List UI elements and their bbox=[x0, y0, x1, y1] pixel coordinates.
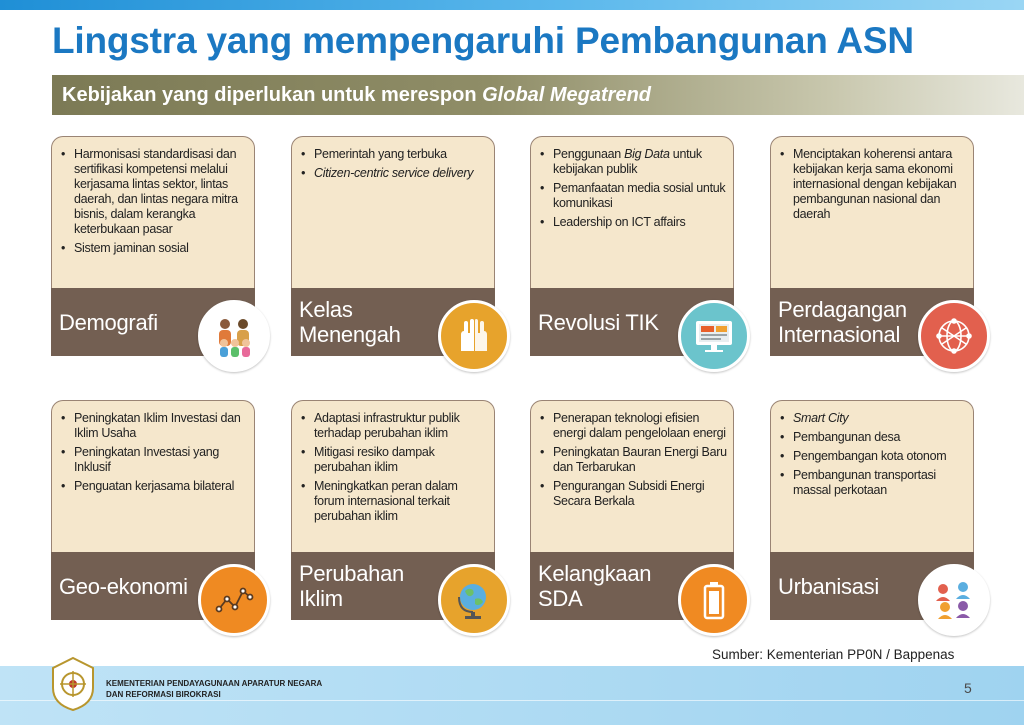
monitor-icon bbox=[678, 300, 750, 372]
people-group-icon bbox=[918, 564, 990, 636]
card-label: Perdagangan Internasional bbox=[778, 297, 907, 347]
item-text: Leadership on ICT affairs bbox=[553, 215, 686, 229]
list-item bbox=[537, 147, 727, 177]
card-label: Revolusi TIK bbox=[538, 309, 659, 335]
list-item: • Meningkatkan peran dalam forum internasional terkait perubahan iklim bbox=[298, 479, 488, 524]
item-emphasis: Citizen-centric service delivery bbox=[314, 166, 474, 180]
policy-list bbox=[777, 147, 967, 222]
card-body bbox=[530, 400, 734, 552]
list-item bbox=[777, 411, 967, 426]
list-item: • Penguatan kerjasama bilateral bbox=[58, 479, 248, 494]
subtitle-text: Kebijakan yang diperlukan untuk merespon bbox=[62, 84, 483, 106]
ministry-line-2: DAN REFORMASI BIROKRASI bbox=[106, 690, 221, 699]
item-text: Penggunaan bbox=[553, 147, 625, 161]
page-number: 5 bbox=[964, 680, 972, 696]
card-label: Kelangkaan SDA bbox=[538, 561, 652, 611]
item-emphasis: Big Data bbox=[624, 147, 670, 161]
item-text: Pemerintah yang terbuka bbox=[314, 147, 447, 161]
list-item: • Adaptasi infrastruktur publik terhadap perubahan iklim bbox=[298, 411, 488, 441]
line-chart-icon bbox=[198, 564, 270, 636]
item-emphasis: Smart City bbox=[793, 411, 849, 425]
list-item: • Mitigasi resiko dampak perubahan iklim bbox=[298, 445, 488, 475]
list-item: • Peningkatan Investasi yang Inklusif bbox=[58, 445, 248, 475]
list-item bbox=[298, 166, 488, 181]
policy-list bbox=[58, 411, 248, 494]
globe-icon bbox=[438, 564, 510, 636]
policy-list bbox=[298, 411, 488, 524]
raised-hands-icon bbox=[438, 300, 510, 372]
list-item bbox=[777, 468, 967, 498]
card-label: Geo-ekonomi bbox=[59, 573, 188, 599]
list-item: • Pengurangan Subsidi Energi Secara Berkala bbox=[537, 479, 727, 509]
card-body bbox=[770, 400, 974, 552]
card-label: Kelas Menengah bbox=[299, 297, 401, 347]
policy-list bbox=[537, 147, 727, 230]
card-label: Urbanisasi bbox=[778, 573, 879, 599]
card-body bbox=[291, 136, 495, 288]
list-item bbox=[298, 147, 488, 162]
list-item bbox=[537, 215, 727, 230]
card-body bbox=[530, 136, 734, 288]
source-note: Sumber: Kementerian PP0N / Bappenas bbox=[712, 647, 955, 662]
list-item: • Sistem jaminan sosial bbox=[58, 241, 248, 256]
card-label: Demografi bbox=[59, 309, 158, 335]
list-item: • Menciptakan koherensi antara kebijakan kerja sama ekonomi internasional dengan kebijakan pembangunan nasional dan daerah bbox=[777, 147, 967, 222]
footer-divider bbox=[0, 700, 1024, 701]
top-accent-bar bbox=[0, 0, 1024, 10]
ministry-name bbox=[106, 678, 322, 700]
card-body bbox=[51, 400, 255, 552]
list-item: • Peningkatan Iklim Investasi dan Iklim Usaha bbox=[58, 411, 248, 441]
ministry-line-1: KEMENTERIAN PENDAYAGUNAAN APARATUR NEGARA bbox=[106, 679, 323, 688]
card-body bbox=[770, 136, 974, 288]
policy-list bbox=[298, 147, 488, 181]
card-label: Perubahan Iklim bbox=[299, 561, 404, 611]
family-icon bbox=[198, 300, 270, 372]
item-text: Pemanfaatan media sosial untuk komunikasi bbox=[553, 181, 726, 210]
subtitle-banner bbox=[52, 75, 1024, 115]
item-text: Pengembangan kota otonom bbox=[793, 449, 947, 463]
card-body bbox=[291, 400, 495, 552]
list-item: • Penerapan teknologi efisien energi dalam pengelolaan energi bbox=[537, 411, 727, 441]
policy-list bbox=[777, 411, 967, 498]
list-item bbox=[777, 449, 967, 464]
subtitle-emphasis: Global Megatrend bbox=[482, 84, 652, 106]
item-text: Pembangunan desa bbox=[793, 430, 901, 444]
list-item: • Peningkatan Bauran Energi Baru dan Terbarukan bbox=[537, 445, 727, 475]
item-text: untuk kebijakan publik bbox=[553, 147, 702, 176]
item-text: Pembangunan transportasi massal perkotaan bbox=[793, 468, 936, 497]
list-item bbox=[777, 430, 967, 445]
globe-network-icon bbox=[918, 300, 990, 372]
ministry-emblem-icon bbox=[50, 656, 96, 712]
list-item bbox=[537, 181, 727, 211]
policy-list bbox=[537, 411, 727, 509]
page-title: Lingstra yang mempengaruhi Pembangunan ASN bbox=[52, 20, 914, 61]
battery-icon bbox=[678, 564, 750, 636]
card-body bbox=[51, 136, 255, 288]
policy-list bbox=[58, 147, 248, 256]
list-item: • Harmonisasi standardisasi dan sertifikasi kompetensi melalui kerjasama lintas sektor, lintas daerah, dan lintas negara mitra bisnis, dalam kerangka keterbukaan pasar bbox=[58, 147, 248, 237]
